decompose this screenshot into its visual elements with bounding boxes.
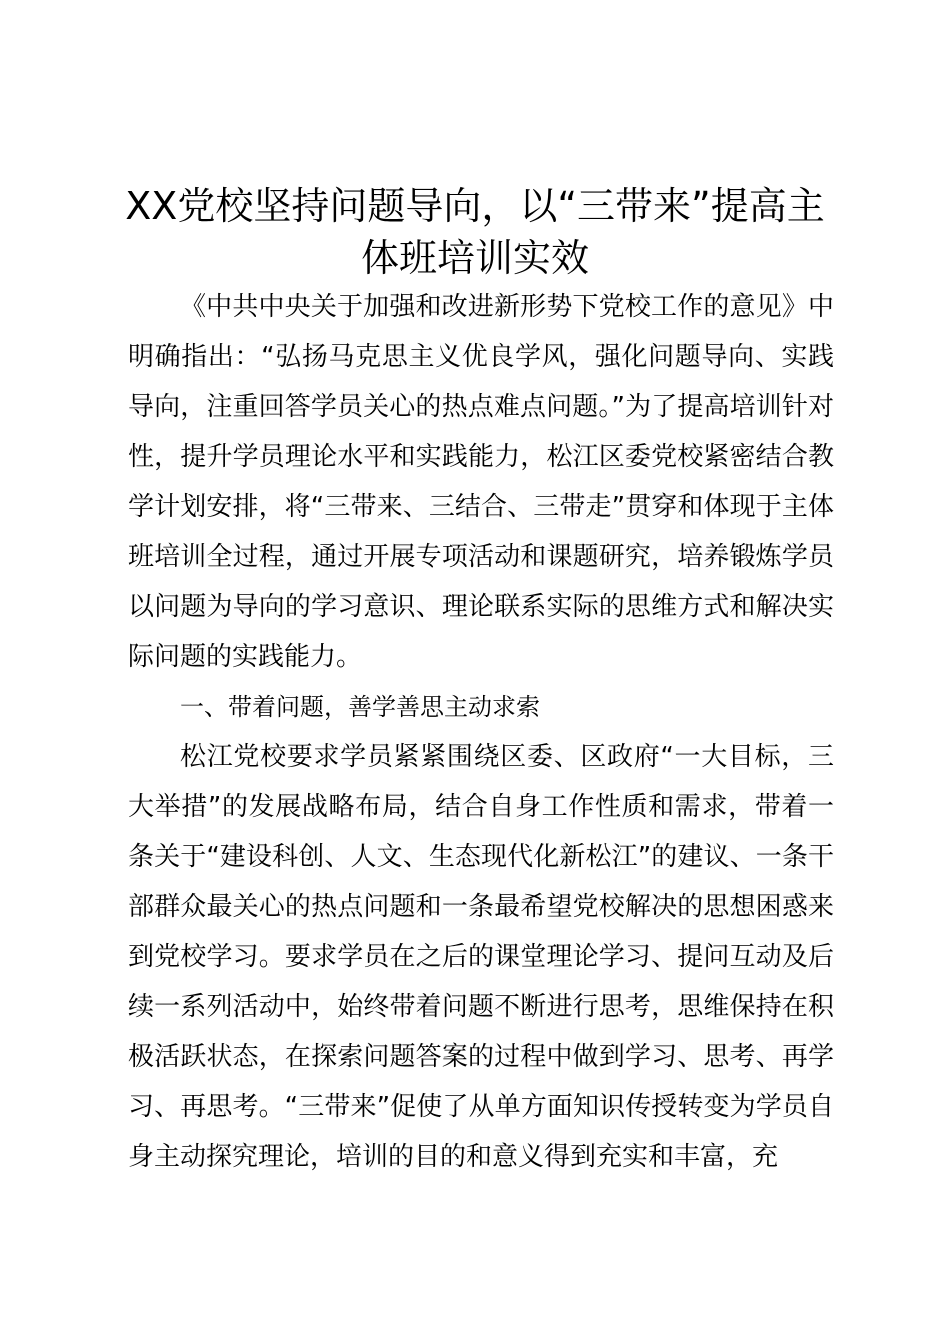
document-title: XX党校坚持问题导向，以“三带来”提高主体班培训实效	[125, 184, 825, 280]
section-heading: 一、带着问题，善学善思主动求索	[180, 693, 540, 721]
section-paragraph: 松江党校要求学员紧紧围绕区委、区政府“一大目标，三大举措”的发展战略布局，结合自身工作性质和需求，带着一条关于“建设科创、人文、生态现代化新松江”的建议、一条干部群众最关心的热点问题和一条最希望党校解决的思想困惑来到党校学习。要求学员在之后的课堂理论学习、提问互动及后续一系列活动中，始终带着问题不断进行思考，思维保持在积极活跃状态，在探索问题答案的过程中做到学习、思考、再学习、再思考。“三带来”促使了从单方面知识传授转变为学员自身主动探究理论，培训的目的和意义得到充实和丰富，充	[128, 742, 834, 1172]
document-body	[128, 282, 834, 1182]
intro-paragraph: 《中共中央关于加强和改进新形势下党校工作的意见》中明确指出：“弘扬马克思主义优良学风，强化问题导向、实践导向，注重回答学员关心的热点难点问题。”为了提高培训针对性，提升学员理论水平和实践能力，松江区委党校紧密结合教学计划安排，将“三带来、三结合、三带走”贯穿和体现于主体班培训全过程，通过开展专项活动和课题研究，培养锻炼学员以问题为导向的学习意识、理论联系实际的思维方式和解决实际问题的实践能力。	[128, 292, 834, 672]
